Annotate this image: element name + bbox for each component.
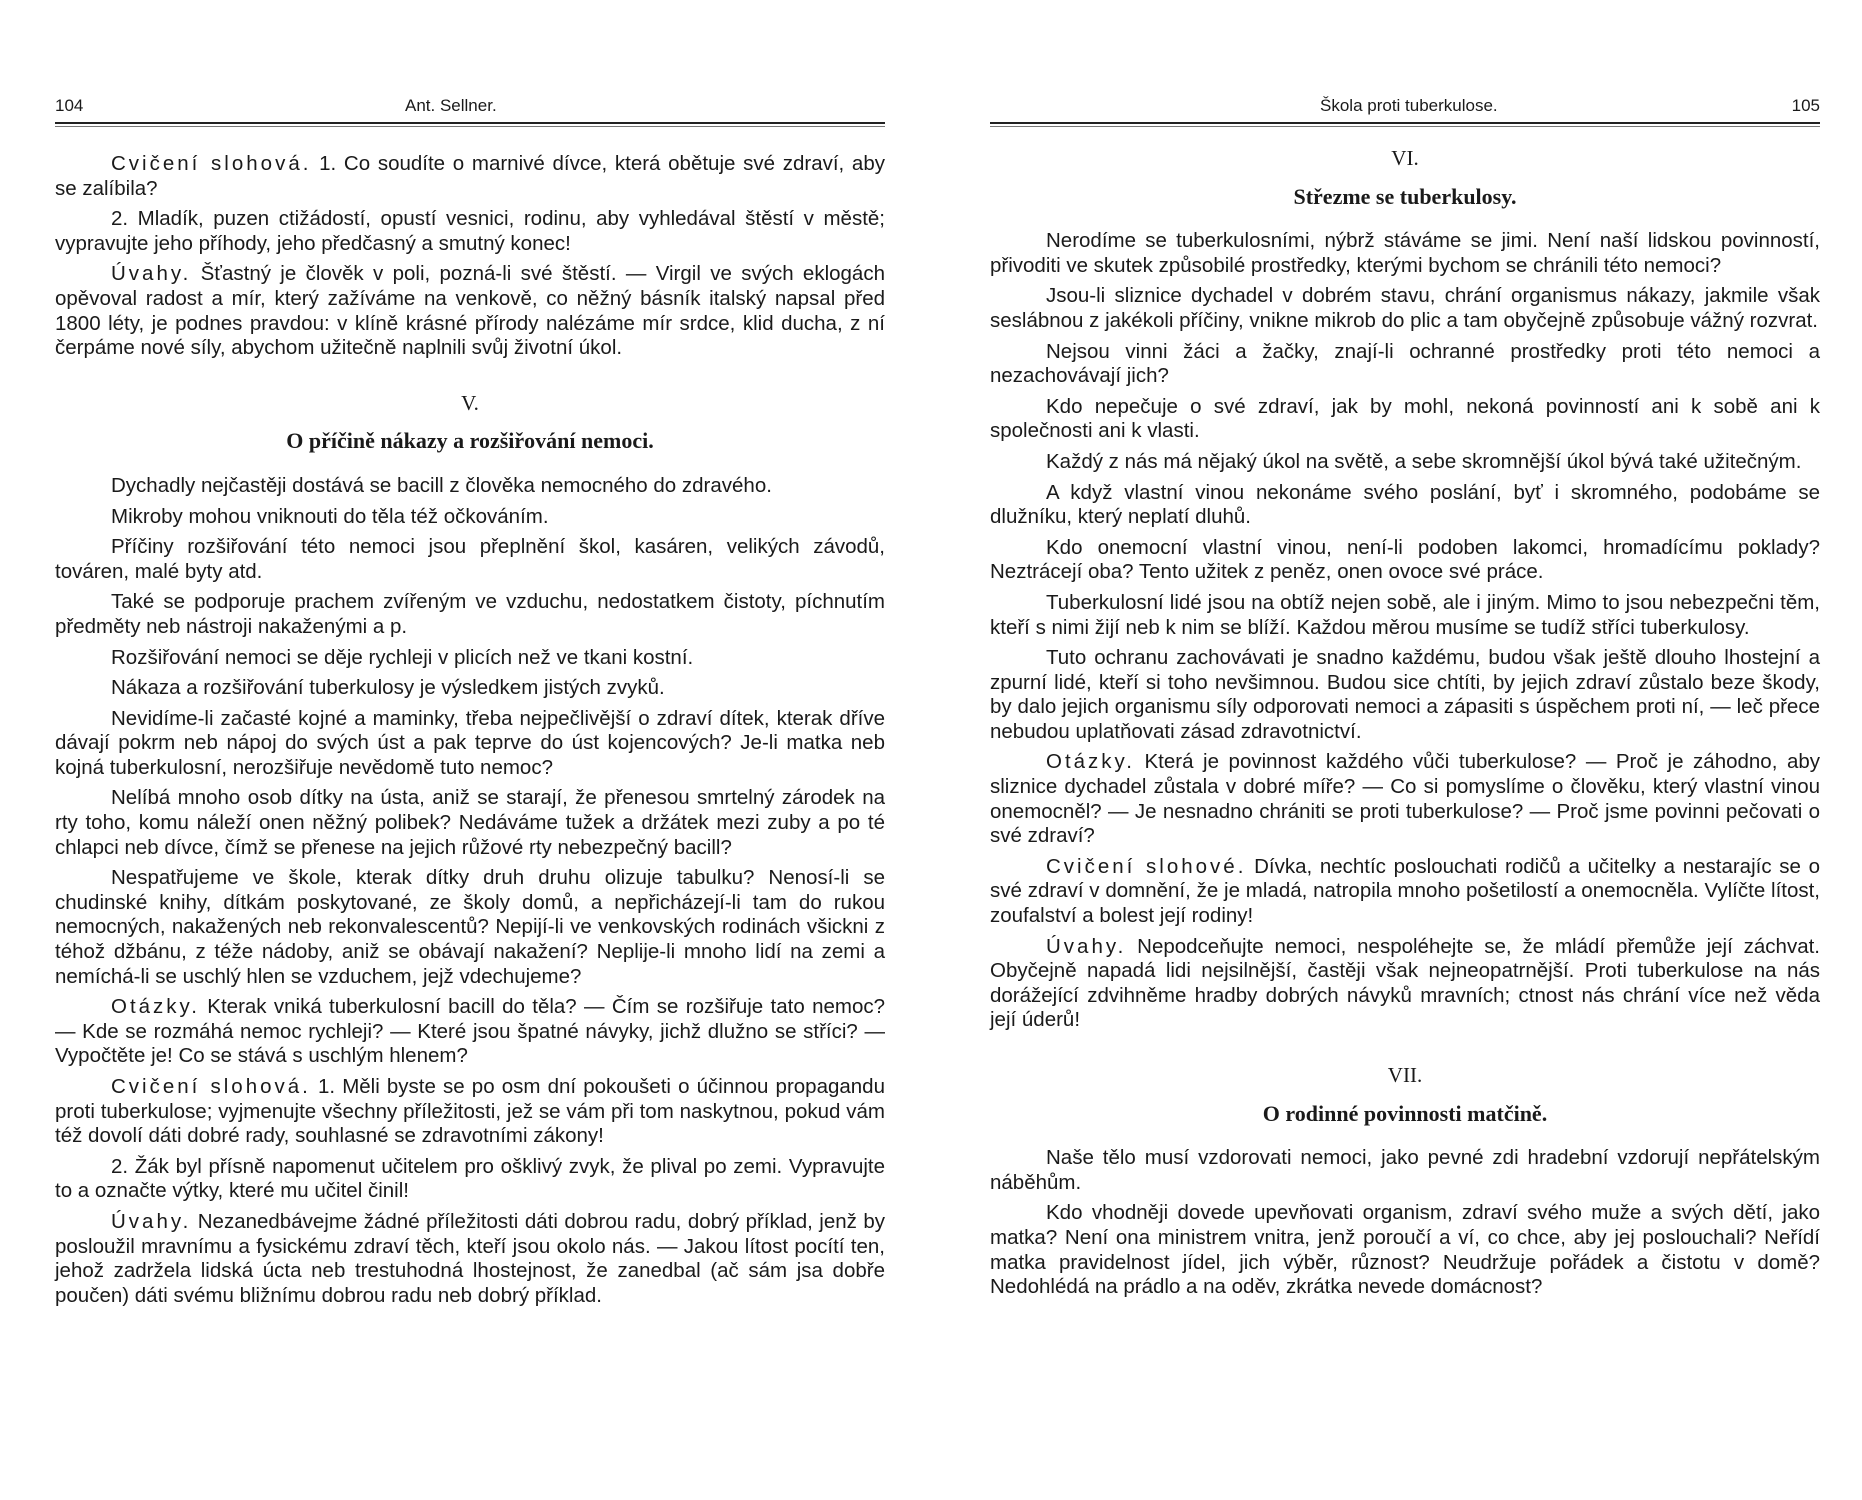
paragraph: [990, 1201, 1820, 1299]
paragraph-lead: Úvahy.: [1046, 934, 1127, 958]
paragraph: [55, 505, 885, 530]
paragraph-lead: Úvahy.: [111, 1209, 192, 1233]
paragraph-text: 1. Měli byste se po osm dní pokoušeti o účinnou propagandu proti tuberkulose; vyjmenujte všechny příležitosti, jež se vám při tom naskytnou, pokud vám též dovolí dáti dobré rady, souhlasné se zdravotními zákony!: [55, 1075, 885, 1148]
paragraph-text: Tuberkulosní lidé jsou na obtíž nejen sobě, ale i jiným. Mimo to jsou nebezpečni těm, kteří s nimi žijí neb k nim se blíží. Každou měrou musíme se tudíž stříci tuberkulosy.: [990, 590, 1820, 639]
paragraph-text: 2. Mladík, puzen ctižádostí, opustí vesnici, rodinu, aby vyhledával štěstí v městě; vypravujte jeho příhody, jeho předčasný a smutný konec!: [55, 207, 885, 255]
paragraph-lead: Úvahy.: [111, 262, 192, 286]
paragraph-text: Která je povinnost každého vůči tuberkulose? — Proč je záhodno, aby sliznice dychadel zůstala v dobré míře? — Co si pomyslíme o člověku, který vlastní vinou onemocněl? — Je nesnadno chrániti se proti tuberkulose? — Proč jsme povinni pečovati o své zdraví?: [990, 750, 1820, 848]
paragraph: [55, 1210, 885, 1308]
paragraph-text: Kdo nepečuje o své zdraví, jak by mohl, nekoná povinností ani k sobě ani k společnosti ani k vlasti.: [990, 394, 1820, 443]
paragraph-lead: Otázky.: [111, 995, 200, 1019]
right-page-body: [990, 146, 1820, 1306]
left-running-title: Ant. Sellner.: [405, 96, 497, 115]
left-page-header: [55, 92, 885, 122]
paragraph-lead: Cvičení slohová.: [111, 152, 312, 175]
right-page: [990, 0, 1820, 1500]
paragraph: [990, 450, 1820, 475]
paragraph-text: Rozšiřování nemoci se děje rychleji v plicích než ve tkani kostní.: [111, 645, 694, 669]
paragraph-text: Kterak vniká tuberkulosní bacill do těla? — Čím se rozšiřuje tato nemoc? — Kde se rozmáhá nemoc rychleji? — Které jsou špatné návyky, jichž dlužno se stříci? — Vypočtěte je! Co se stává s uschlým hlenem?: [55, 995, 885, 1068]
section-title-vii: O rodinné povinnosti matčině.: [1262, 1100, 1548, 1126]
paragraph-lead: Cvičení slohové.: [1046, 854, 1247, 878]
paragraph-text: Nejsou vinni žáci a žačky, znají-li ochranné prostředky proti této nemoci a nezachovávají jich?: [990, 339, 1820, 388]
paragraph-text: 2. Žák byl přísně napomenut učitelem pro ošklivý zvyk, že plival po zemi. Vypravujte to a označte výtky, které mu učitel činil!: [55, 1154, 885, 1203]
paragraph: [55, 535, 885, 584]
paragraph: [55, 152, 885, 201]
paragraph-text: Nepodceňujte nemoci, nespoléhejte se, že mládí přemůže její záchvat. Obyčejně napadá lidi nejsilnější, častěji však nejneopatrnější. Proti tuberkulose na nás dorážející zdvihněme hradby dobrých návyků mravních; ctnost nás chrání více než věda její úderů!: [990, 934, 1820, 1032]
paragraph: [55, 207, 885, 256]
paragraph: [55, 590, 885, 639]
paragraph: [990, 340, 1820, 389]
paragraph-text: 1. Co soudíte o marnivé dívce, která obětuje své zdraví, aby se zalíbila?: [55, 152, 885, 200]
paragraph: [990, 591, 1820, 640]
paragraph-text: Nákaza a rozšiřování tuberkulosy je výsledkem jistých zvyků.: [111, 676, 665, 700]
paragraph: [990, 855, 1820, 929]
section-title-vi: Střezme se tuberkulosy.: [1293, 183, 1517, 209]
paragraph-text: Každý z nás má nějaký úkol na světě, a sebe skromnější úkol bývá také užitečným.: [1046, 449, 1802, 473]
paragraph: [55, 866, 885, 989]
paragraph-text: Nezanedbávejme žádné příležitosti dáti dobrou radu, dobrý příklad, jenž by posloužil mravnímu a fysickému zdraví těch, kteří jsou okolo nás. — Jakou lítost pocítí ten, jehož zadržela lidská úcta neb trestuhodná lhostejnost, že zanedbal (ač sám jsa dobře poučen) dáti svému bližnímu dobrou radu neb dobrý příklad.: [55, 1209, 885, 1307]
paragraph: [990, 481, 1820, 530]
left-page-number: 104: [55, 96, 84, 115]
paragraph: [990, 935, 1820, 1033]
paragraph-text: Nerodíme se tuberkulosními, nýbrž stáváme se jimi. Není naší lidskou povinností, přivoditi ve skutek způsobilé prostředky, kterými bychom se chránili této nemoci?: [990, 229, 1820, 277]
right-page-header: [990, 92, 1820, 122]
paragraph: [990, 646, 1820, 744]
paragraph: [55, 474, 885, 499]
paragraph-text: Nelíbá mnoho osob dítky na ústa, aniž se starají, že přenesou smrtelný zárodek na rty toho, komu náleží onen něžný polibek? Nedáváme tužek a držátek mezi zuby a po té chlapci neb dívce, čímž se přenese na jejich růžové rty nebezpečný bacill?: [55, 786, 885, 859]
paragraph: [990, 1146, 1820, 1195]
paragraph-lead: Cvičení slohová.: [111, 1075, 311, 1098]
section-number-vi: VI.: [1391, 146, 1419, 170]
paragraph: [990, 750, 1820, 848]
paragraph-text: Nespatřujeme ve škole, kterak dítky druh druhu olizuje tabulku? Nenosí-li se chudinské knihy, dítkám poskytované, ze školy domů, a nepřicházejí-li tam do rukou nemocných, nakažených neb rekonvalescentů? Nepijí-li ve venkovských rodinách všickni z téhož džbánu, z téže nádoby, aniž se obávají nakažení? Neplije-li mnoho lidí na zemi a nemíchá-li se uschlý hlen se vzduchem, jejž vdechujeme?: [55, 866, 885, 988]
paragraph: [55, 1075, 885, 1149]
right-paragraphs-a: [990, 229, 1820, 1033]
paragraph-text: Dívka, nechtíc poslouchati rodičů a učitelky a nestarajíc se o své zdraví v domnění, že je mladá, natropila mnoho pošetilostí a onemocněla. Vylíčte lítost, zoufalství a bolest její rodiny!: [990, 854, 1820, 928]
paragraph: [55, 676, 885, 701]
right-running-title: Škola proti tuberkulose.: [1320, 96, 1498, 115]
paragraph-text: Také se podporuje prachem zvířeným ve vzduchu, nedostatkem čistoty, píchnutím předměty neb nástroji nakaženými a p.: [55, 590, 885, 638]
paragraph-text: Mikroby mohou vniknouti do těla též očkováním.: [111, 504, 549, 528]
right-header-rule: [990, 122, 1820, 127]
paragraph-text: Kdo vhodněji dovede upevňovati organism, zdraví svého muže a svých dětí, jako matka? Není ona ministrem vnitra, jenž poroučí a ví, co chce, aby jej poslouchali? Neřídí matka pravidelnost jídel, jich výběr, různost? Neudržuje pořádek a čistotu v domě? Nedohlédá na prádlo a na oděv, zkrátka nevede domácnost?: [990, 1201, 1820, 1299]
paragraph: [990, 229, 1820, 278]
paragraph-text: Tuto ochranu zachovávati je snadno každému, budou však ještě dlouho lhostejní a zpurní lidé, kteří si toho nevšimnou. Budou sice chtíti, by jejich zdraví zůstalo beze škody, by dalo jejich organismu síly odporovati nemoci a zápasiti s úspěchem proti ní, — leč přece nebudou uplatňovati zásad zdravotnictví.: [990, 646, 1820, 743]
paragraph-text: Kdo onemocní vlastní vinou, není-li podoben lakomci, hromadícímu poklady? Neztrácejí oba? Tento užitek z peněz, onen ovoce své práce.: [990, 535, 1820, 584]
paragraph: [55, 262, 885, 360]
right-page-number: 105: [1791, 96, 1820, 115]
left-paragraphs-b: [55, 474, 885, 1308]
paragraph-text: A když vlastní vinou nekonáme svého poslání, byť i skromného, podobáme se dlužníku, který neplatí dluhů.: [990, 480, 1820, 529]
section-number-vii: VII.: [1387, 1063, 1423, 1087]
left-page: [55, 0, 885, 1500]
paragraph: [55, 786, 885, 860]
paragraph-text: Příčiny rozšiřování této nemoci jsou přeplnění škol, kasáren, velikých závodů, továren, malé byty atd.: [55, 535, 885, 583]
paragraph-text: Naše tělo musí vzdorovati nemoci, jako pevné zdi hradební vzdorují nepřátelským náběhům.: [990, 1146, 1820, 1194]
paragraph: [55, 646, 885, 671]
paragraph: [990, 284, 1820, 333]
right-paragraphs-b: [990, 1146, 1820, 1300]
paragraph: [990, 395, 1820, 444]
paragraph-text: Jsou-li sliznice dychadel v dobrém stavu, chrání organismus nákazy, jakmile však seslábnou z jakékoli příčiny, vnikne mikrob do plic a tam obyčejně způsobuje vážný rozvrat.: [990, 284, 1820, 332]
paragraph: [55, 1155, 885, 1204]
paragraph-lead: Otázky.: [1046, 750, 1135, 774]
section-number-v: V.: [461, 390, 479, 415]
paragraph: [55, 707, 885, 781]
left-header-rule: [55, 122, 885, 127]
paragraph-text: Nevidíme-li začasté kojné a maminky, třeba nejpečlivější o zdraví dítek, kterak dříve dávají pokrm neb nápoj do svých úst a pak teprve do úst kojencových? Je-li matka neb kojná tuberkulosní, nerozšiřuje nevědomě tuto nemoc?: [55, 706, 885, 779]
left-page-body: [55, 152, 885, 1314]
paragraph-text: Dychadly nejčastěji dostává se bacill z člověka nemocného do zdravého.: [111, 473, 772, 497]
section-title-v: O příčině nákazy a rozšiřování nemoci.: [286, 428, 654, 454]
paragraph-text: Šťastný je člověk v poli, pozná-li své štěstí. — Virgil ve svých eklogách opěvoval radost a mír, který zažíváme na venkově, co něžný básník italský napsal před 1800 léty, je podnes pravdou: v klíně krásné přírody nalézáme mír srdce, klid ducha, z ní čerpáme nové síly, abychom užitečně naplnili svůj životní úkol.: [55, 262, 885, 360]
paragraph: [55, 995, 885, 1069]
paragraph: [990, 536, 1820, 585]
left-paragraphs-a: [55, 152, 885, 361]
